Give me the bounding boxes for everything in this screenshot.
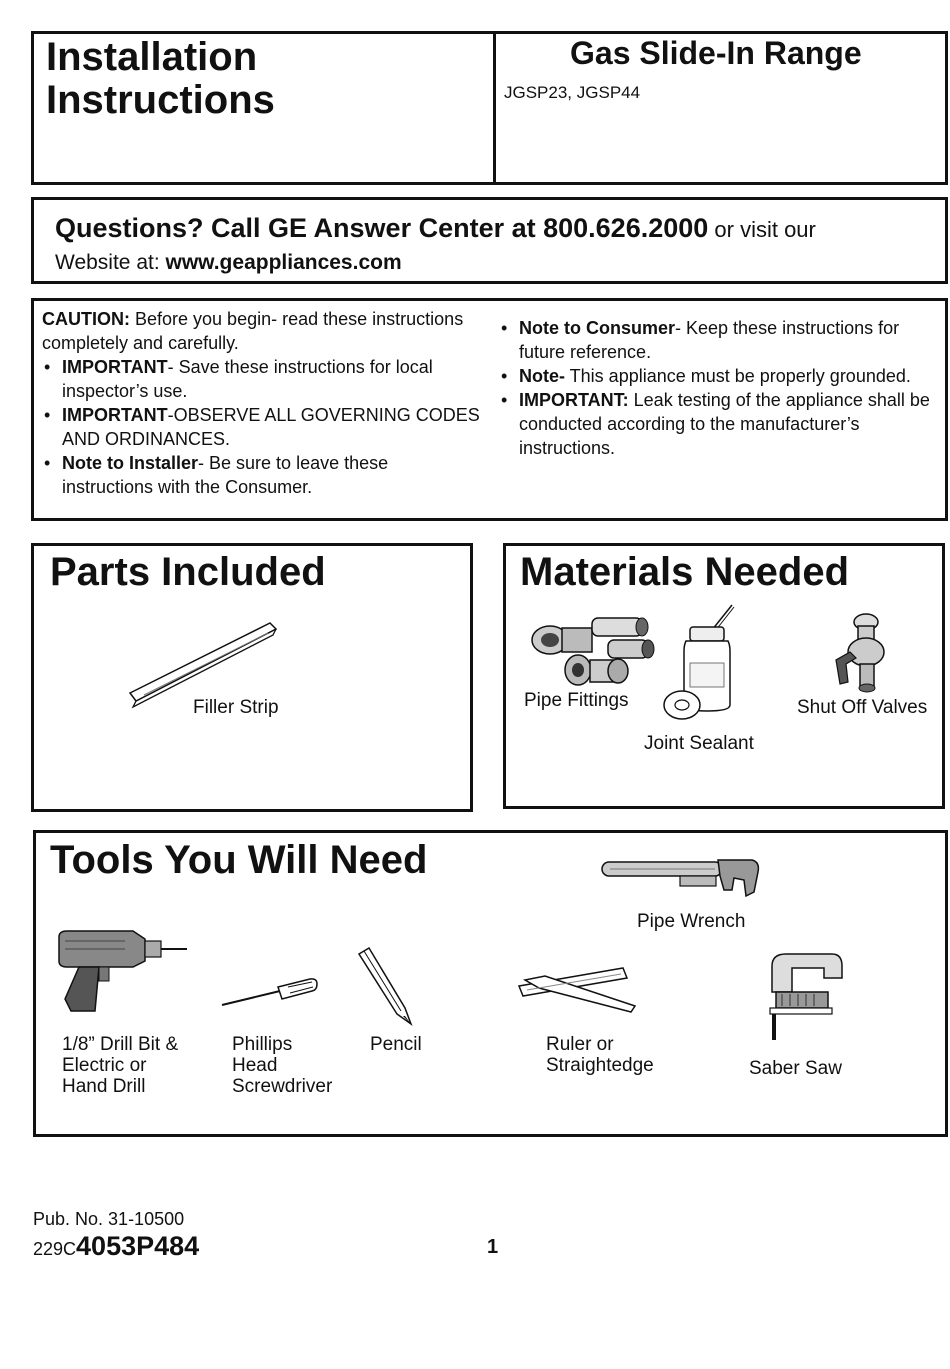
part-code-number: 4053P484 [76, 1231, 200, 1261]
tools-heading: Tools You Will Need [50, 838, 428, 882]
pipe-wrench-icon [600, 856, 762, 902]
pipe-wrench-label: Pipe Wrench [637, 911, 746, 932]
list-item: • IMPORTANT- Save these instructions for local inspector’s use. [42, 355, 482, 403]
website-url[interactable]: www.geappliances.com [165, 251, 402, 274]
website-prefix: Website at: [55, 251, 166, 274]
questions-phone-text: Questions? Call GE Answer Center at 800.626.2000 [55, 213, 709, 243]
model-numbers: JGSP23, JGSP44 [504, 83, 641, 102]
shut-off-valve-icon [828, 612, 888, 694]
caution-lead-text: Before you begin- read these instructions completely and carefully. [42, 309, 464, 353]
list-item: • Note to Consumer- Keep these instructions for future reference. [499, 316, 944, 364]
caution-left-list [42, 355, 482, 499]
page-title-line2: Instructions [46, 78, 275, 122]
website-line [55, 251, 402, 275]
part-code-prefix: 229C [33, 1239, 77, 1259]
screwdriver-label: Phillips Head Screwdriver [232, 1034, 333, 1097]
pencil-label: Pencil [370, 1034, 422, 1055]
questions-line [55, 213, 816, 244]
materials-needed-heading: Materials Needed [520, 550, 850, 594]
saber-saw-icon [762, 948, 852, 1042]
pencil-icon [355, 946, 417, 1028]
pipe-fittings-icon [520, 610, 655, 690]
page-number: 1 [487, 1236, 499, 1258]
caution-lead [42, 307, 482, 355]
list-item: • Note- This appliance must be properly grounded. [499, 364, 944, 388]
caution-right-column [499, 316, 944, 460]
list-item: • Note to Installer- Be sure to leave these instructions with the Consumer. [42, 451, 482, 499]
parts-included-heading: Parts Included [50, 550, 326, 594]
saber-saw-label: Saber Saw [749, 1058, 842, 1079]
caution-left-column [42, 307, 482, 499]
pipe-fittings-label: Pipe Fittings [524, 690, 629, 711]
publication-number: Pub. No. 31-10500 [33, 1209, 185, 1229]
ruler-icon [515, 966, 640, 1014]
ruler-label: Ruler or Straightedge [546, 1034, 654, 1076]
page-title [46, 36, 275, 122]
part-code [33, 1231, 199, 1262]
product-name: Gas Slide-In Range [570, 35, 862, 71]
list-item: • IMPORTANT-OBSERVE ALL GOVERNING CODES AND ORDINANCES. [42, 403, 482, 451]
questions-tail-text: or visit our [708, 217, 816, 242]
filler-strip-label: Filler Strip [193, 697, 279, 718]
joint-sealant-icon [660, 605, 740, 727]
caution-label: CAUTION: [42, 309, 130, 329]
drill-icon [55, 927, 190, 1019]
caution-right-list [499, 316, 944, 460]
screwdriver-icon [220, 975, 320, 1011]
shut-off-valves-label: Shut Off Valves [797, 697, 928, 718]
joint-sealant-label: Joint Sealant [644, 733, 754, 754]
page-title-line1: Installation [46, 35, 258, 79]
drill-label: 1/8” Drill Bit & Electric or Hand Drill [62, 1034, 179, 1097]
list-item: • IMPORTANT: Leak testing of the appliance shall be conducted according to the manufacturer’s instructions. [499, 388, 944, 460]
